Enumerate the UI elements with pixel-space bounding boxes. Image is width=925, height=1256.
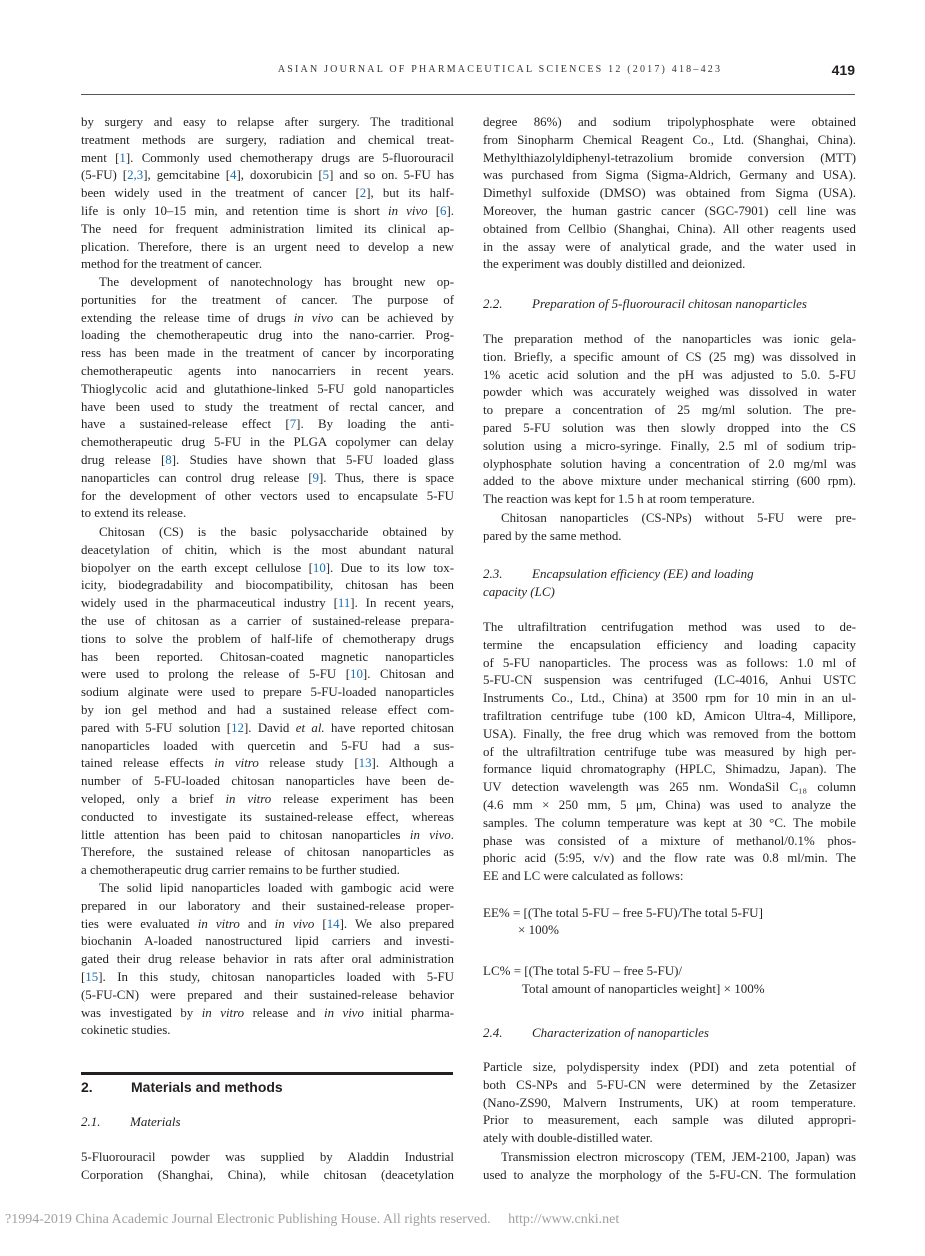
text-line: The development of nanotechnology has brought new op- <box>99 275 454 289</box>
text-line: treatment methods are surgery, radiation and chemical treat- <box>81 132 454 147</box>
text-line: for the development of other vectors used to encapsulate 5-FU <box>81 488 454 503</box>
text-line: Therefore, the sustained release of chitosan nanoparticles as <box>81 845 454 860</box>
text-line: chemotherapeutic agents into nanocarriers in recent years. <box>81 363 454 378</box>
text-line: have been used to study the treatment of rectal cancer, and <box>81 399 454 414</box>
text-line: plication. Therefore, there is an urgent need to develop a new <box>81 239 454 254</box>
text-line: tion. Briefly, a specific amount of CS (25 mg) was dissolved in <box>483 349 856 364</box>
text-line: The reaction was kept for 1.5 h at room temperature. <box>483 492 755 507</box>
text-line: Dimethyl sulfoxide (DMSO) was obtained from Sigma (USA). <box>483 186 856 201</box>
text-line: powder which was accurately weighed was dissolved in water <box>483 385 856 400</box>
text-line: trafiltration centrifuge tube (100 kD, Amicon Ultra-4, Millipore, <box>483 708 856 723</box>
text-line: icity, biodegradability and biocompatibility, chitosan has been <box>81 578 454 593</box>
text-line: widely used in the pharmaceutical industry [11]. In recent years, <box>81 596 454 611</box>
subsection-number: 2.1. <box>81 1114 101 1129</box>
text-line: The preparation method of the nanoparticles was ionic gela- <box>483 332 856 346</box>
subsection-title: Characterization of nanoparticles <box>532 1025 709 1040</box>
text-line: samples. The column temperature was kept at 30 °C. The mobile <box>483 815 856 830</box>
text-line: degree 86%) and sodium tripolyphosphate were obtained <box>483 115 856 129</box>
text-line: pared 5-FU solution was then slowly dropped into the CS <box>483 420 856 435</box>
text-line: Prior to measurement, each sample was diluted appropri- <box>483 1113 856 1128</box>
text-line: sodium alginate were used to prepare 5-FU-loaded nanoparticles <box>81 685 454 700</box>
text-line: the use of chitosan as a carrier of sustained-release prepara- <box>81 613 454 628</box>
text-line: of 5-FU nanoparticles. The process was as follows: 1.0 ml of <box>483 655 856 670</box>
text-line: number of 5-FU-loaded chitosan nanoparticles have been de- <box>81 774 454 789</box>
text-line: EE and LC were calculated as follows: <box>483 869 684 884</box>
text-line: nanoparticles loaded with quercetin and 5-FU had a sus- <box>81 738 454 753</box>
citation-link[interactable]: 12 <box>231 720 244 735</box>
paragraph <box>483 619 856 886</box>
text-line: nanoparticles can control drug release [9]. Thus, there is space <box>81 470 454 485</box>
text-line: Methylthiazolyldiphenyl-tetrazolium bromide conversion (MTT) <box>483 150 856 165</box>
citation-link[interactable]: 6 <box>440 203 447 218</box>
text-line: Moreover, the human gastric cancer (SGC-7901) cell line was <box>483 203 856 218</box>
text-line: deacetylation of chitin, which is the most abundant natural <box>81 542 454 557</box>
text-line: solution using a micro-syringe. Finally, 2.5 ml of sodium trip- <box>483 438 856 453</box>
text-line: both CS-NPs and 5-FU-CN were determined by the Zetasizer <box>483 1077 856 1092</box>
text-line: pared with 5-FU solution [12]. David et al. have reported chitosan <box>81 720 454 735</box>
text-line: The need for frequent administration limited its clinical ap- <box>81 221 454 236</box>
subsection-number: 2.2. <box>483 296 503 311</box>
subsection-title: Preparation of 5-fluorouracil chitosan nanoparticles <box>532 296 807 311</box>
text-line: was purchased from Sigma (Sigma-Aldrich, Germany and USA). <box>483 168 856 183</box>
text-line: gated their drug release behavior in rats after oral administration <box>81 952 454 967</box>
text-line: have a sustained-release effect [7]. By loading the anti- <box>81 417 454 432</box>
text-line: 1% acetic acid solution and the pH was adjusted to 5.0. 5-FU <box>483 367 856 382</box>
text-line: portunities for the treatment of cancer. The purpose of <box>81 292 454 307</box>
citation-link[interactable]: 5 <box>322 168 330 183</box>
section-title: Materials and methods <box>131 1079 283 1095</box>
text-line: (5-FU-CN) were prepared and their sustained-release behavior <box>81 987 454 1002</box>
citation-link[interactable]: 7 <box>289 417 297 432</box>
subsection-title: Encapsulation efficiency (EE) and loading <box>532 566 754 581</box>
text-line: ately with double-distilled water. <box>483 1131 653 1146</box>
text-line: olyphosphate solution having a concentration of 2.0 mg/ml was <box>483 456 856 471</box>
equation-lc: LC% = [(The total 5-FU – free 5-FU)/ <box>483 963 683 978</box>
text-line: from Sinopharm Chemical Reagent Co., Ltd. (Shanghai, China). <box>483 132 856 147</box>
subsection-title: Materials <box>130 1114 181 1129</box>
text-line: biochanin A-loaded nanostructured lipid carriers and investi- <box>81 934 454 949</box>
text-line: been widely used in the treatment of cancer [2], but its half- <box>81 186 454 201</box>
text-line: [15]. In this study, chitosan nanoparticles loaded with 5-FU <box>81 969 454 984</box>
text-line: Chitosan (CS) is the basic polysaccharide obtained by <box>99 525 454 539</box>
text-line: obtained from Cellbio (Shanghai, China). All other reagents used <box>483 221 856 236</box>
text-line: in the assay were of analytical grade, and the water used in <box>483 239 856 254</box>
paragraph <box>81 880 454 1040</box>
text-line: UV detection wavelength was 265 nm. WondaSil C₁₈ column <box>483 780 856 795</box>
citation-link[interactable]: 2 <box>359 186 367 201</box>
citation-link[interactable]: 14 <box>326 916 340 931</box>
text-line: Instruments Co., Ltd., China) at 3500 rpm for 10 min in an ul- <box>483 691 856 706</box>
text-line: tions to solve the problem of half-life of chemotherapy drugs <box>81 631 454 646</box>
text-line: conducted to investigate its sustained-release effect, whereas <box>81 809 454 824</box>
running-header: ASIAN JOURNAL OF PHARMACEUTICAL SCIENCES 12 (2017) 418–423 <box>277 64 723 75</box>
text-line: ress has been made in the treatment of cancer by incorporating <box>81 346 454 361</box>
text-line: termine the encapsulation efficiency and loading capacity <box>483 637 856 652</box>
subsection-title-continued: capacity (LC) <box>483 584 555 599</box>
text-line: to extend its release. <box>81 506 187 521</box>
text-line: loading the chemotherapeutic drug into the nano-carrier. Prog- <box>81 328 454 343</box>
text-line: has been reported. Chitosan-coated magnetic nanoparticles <box>81 649 454 664</box>
text-line: USA). Finally, the free drug which was removed from the bottom <box>483 726 856 741</box>
text-line: 5-FU-CN suspension was centrifuged (LC-4016, Anhui USTC <box>483 673 856 688</box>
text-line: (Nano-ZS90, Malvern Instruments, UK) at room temperature. <box>483 1095 856 1110</box>
citation-link[interactable]: 1 <box>119 150 126 165</box>
text-line: formance liquid chromatography (HPLC, Shimadzu, Japan). The <box>483 762 856 777</box>
citation-link[interactable]: 4 <box>230 168 237 183</box>
text-line: 5-Fluorouracil powder was supplied by Aladdin Industrial <box>81 1150 454 1164</box>
text-line: veloped, only a brief in vitro release experiment has been <box>81 791 454 806</box>
text-line: cokinetic studies. <box>81 1023 171 1038</box>
equation-ee: EE% = [(The total 5-FU – free 5-FU)/The total 5-FU] <box>483 905 763 920</box>
text-line: life is only 10–15 min, and retention time is short in vivo [6]. <box>81 203 454 218</box>
text-line: drug release [8]. Studies have shown that 5-FU loaded glass <box>81 452 454 467</box>
citation-link[interactable]: 15 <box>85 969 99 984</box>
text-line: extending the release time of drugs in vivo can be achieved by <box>81 310 454 325</box>
page-number: 419 <box>831 62 855 78</box>
subsection-number: 2.3. <box>483 566 503 581</box>
text-line: chemotherapeutic drug 5-FU in the PLGA copolymer can delay <box>81 435 454 450</box>
paragraph <box>81 524 454 880</box>
paragraph <box>81 114 454 274</box>
paragraph <box>81 1149 454 1185</box>
citation-link[interactable]: 11 <box>337 596 351 611</box>
text-line: pared by the same method. <box>483 528 622 543</box>
text-line: by ion gel method and had a sustained release effect com- <box>81 702 454 717</box>
text-line: Thioglycolic acid and glutathione-linked 5-FU gold nanoparticles <box>81 381 454 396</box>
citation-link[interactable]: 10 <box>350 667 363 682</box>
text-line: by surgery and easy to relapse after surgery. The traditional <box>81 115 454 129</box>
header-rule <box>81 94 855 95</box>
paragraph <box>483 1059 856 1148</box>
subsection-number: 2.4. <box>483 1025 503 1040</box>
section-heading <box>81 1079 283 1095</box>
text-line: phase was consisted of a mixture of methanol/0.1% phos- <box>483 833 856 848</box>
section-number: 2. <box>81 1079 93 1095</box>
text-line: tained release effects in vitro release study [13]. Although a <box>81 756 454 771</box>
text-line: used to analyze the morphology of the 5-FU-CN. The formulation <box>483 1167 856 1182</box>
paragraph <box>483 1149 856 1185</box>
text-line: was investigated by in vitro release and in vivo initial pharma- <box>81 1005 454 1020</box>
text-line: Transmission electron microscopy (TEM, JEM-2100, Japan) was <box>501 1150 856 1164</box>
text-line: Particle size, polydispersity index (PDI) and zeta potential of <box>483 1060 856 1074</box>
text-line: to prepare a concentration of 25 mg/ml solution. The pre- <box>483 403 856 418</box>
text-line: ties were evaluated in vitro and in vivo [14]. We also prepared <box>81 916 455 931</box>
paragraph <box>81 274 454 523</box>
text-line: (4.6 mm × 250 mm, 5 μm, China) was used to analyze the <box>483 797 856 812</box>
text-line: The ultrafiltration centrifugation method was used to de- <box>483 620 856 634</box>
text-line: a chemotherapeutic drug carrier remains to be further studied. <box>81 863 400 878</box>
text-line: The solid lipid nanoparticles loaded with gambogic acid were <box>99 881 454 895</box>
copyright-footer: ?1994-2019 China Academic Journal Electronic Publishing House. All rights reserved. http://www.cnki.net <box>5 1212 620 1227</box>
paragraph <box>483 510 856 546</box>
section-rule <box>81 1072 453 1075</box>
text-line: were used to prolong the release of 5-FU [10]. Chitosan and <box>81 667 454 682</box>
text-line: little attention has been paid to chitosan nanoparticles in vivo. <box>81 827 454 842</box>
equation-ee-continued: × 100% <box>518 922 559 937</box>
text-line: of the ultrafiltration centrifuge tube was measured by high per- <box>483 744 856 759</box>
text-line: added to the above mixture under mechanical stirring (600 rpm). <box>483 474 856 489</box>
text-line: biopolyer on the earth except cellulose [10]. Due to its low tox- <box>81 560 454 575</box>
citation-link[interactable]: 8 <box>165 452 172 467</box>
text-line: Corporation (Shanghai, China), while chitosan (deacetylation <box>81 1167 454 1182</box>
paragraph <box>483 114 856 274</box>
citation-link[interactable]: 2,3 <box>127 168 144 183</box>
text-line: the experiment was doubly distilled and deionized. <box>483 257 746 272</box>
citation-link[interactable]: 10 <box>312 560 326 575</box>
equation-lc-continued: Total amount of nanoparticles weight] × 100% <box>522 981 765 996</box>
text-line: Chitosan nanoparticles (CS-NPs) without 5-FU were pre- <box>501 511 856 525</box>
text-line: method for the treatment of cancer. <box>81 257 263 272</box>
citation-link[interactable]: 9 <box>312 470 319 485</box>
citation-link[interactable]: 13 <box>358 756 372 771</box>
text-line: phoric acid (5:95, v/v) and the flow rate was 0.8 ml/min. The <box>483 851 856 866</box>
text-line: ment [1]. Commonly used chemotherapy drugs are 5-fluorouracil <box>81 150 454 165</box>
text-line: (5-FU) [2,3], gemcitabine [4], doxorubicin [5] and so on. 5-FU has <box>81 168 454 183</box>
paragraph <box>483 331 856 509</box>
text-line: prepared in our laboratory and their sustained-release proper- <box>81 898 454 913</box>
